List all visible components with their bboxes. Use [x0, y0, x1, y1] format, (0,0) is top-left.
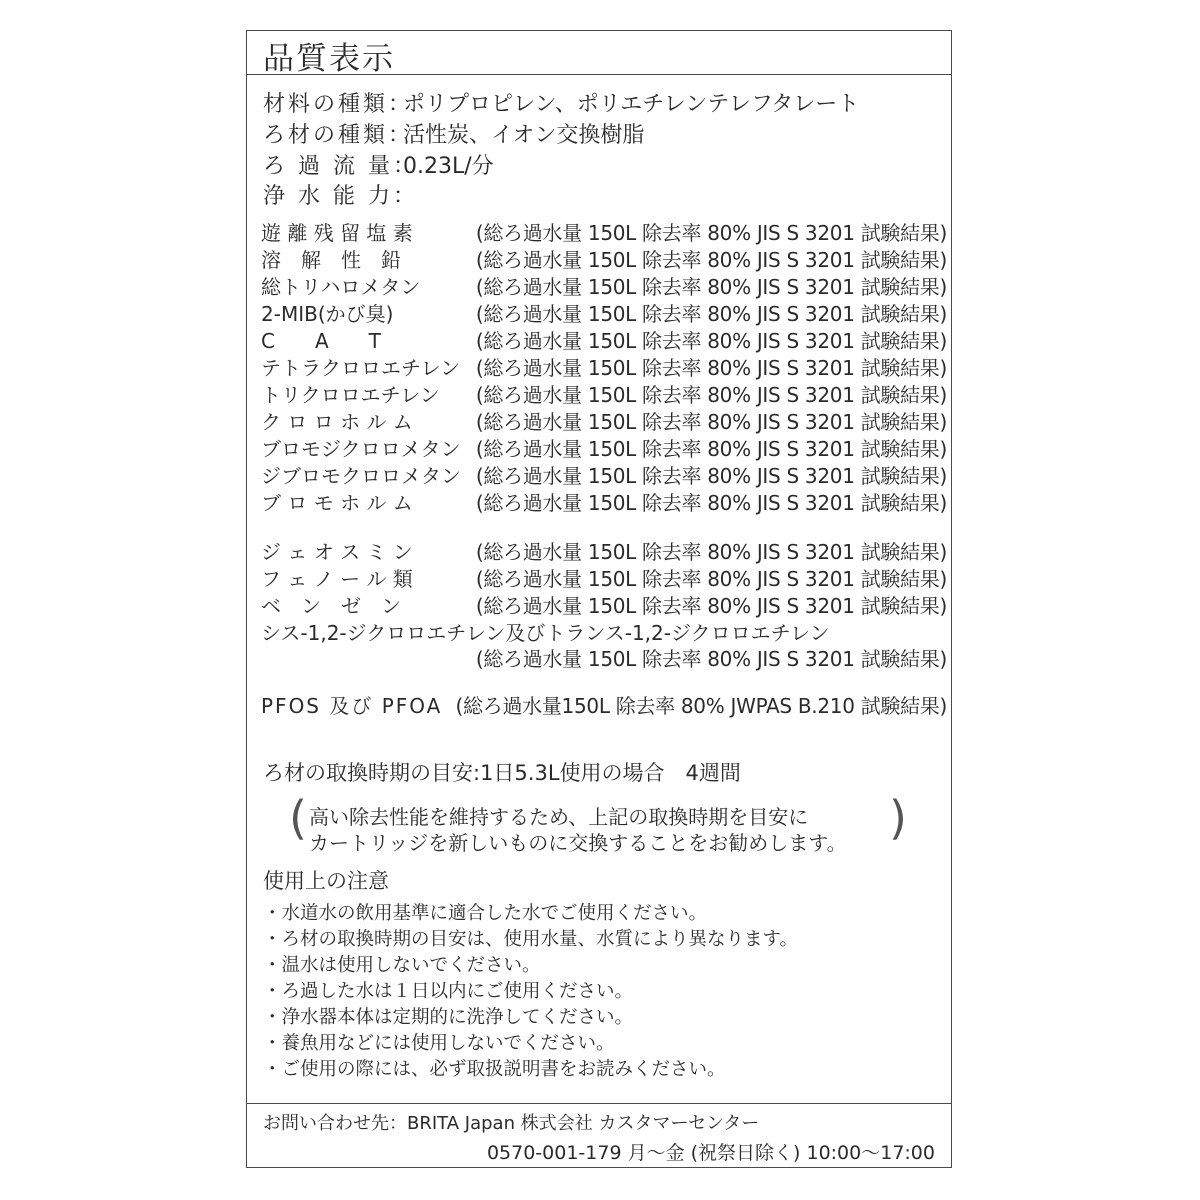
substance-row	[261, 487, 947, 513]
substance-name: シス-1,2-ジクロロエチレン及びトランス-1,2-ジクロロエチレン	[261, 621, 830, 645]
substance-row	[261, 433, 947, 459]
spec-label: 浄 水 能 力：	[263, 184, 418, 209]
left-paren: (	[289, 791, 307, 845]
substance-row	[261, 325, 947, 351]
substance-name: ジブロモクロロメタン	[261, 464, 461, 488]
substance-name: ク ロ ロ ホ ル ム	[261, 410, 413, 434]
substance-result: (総ろ過水量 150L 除去率 80% JIS S 3201 試験結果)	[475, 410, 947, 434]
substance-result: (総ろ過水量 150L 除去率 80% JIS S 3201 試験結果)	[475, 464, 947, 488]
substance-result: (総ろ過水量 150L 除去率 80% JIS S 3201 試験結果)	[475, 491, 947, 515]
caution-item: ・ろ材の取換時期の目安は、使用水量、水質により異なります。	[263, 929, 799, 950]
replacement-interval: ろ材の取換時期の目安:1日5.3L使用の場合 4週間	[263, 761, 741, 785]
substance-row	[261, 244, 947, 270]
substance-name: テトラクロロエチレン	[261, 356, 461, 380]
substance-name: トリクロロエチレン	[261, 383, 440, 407]
substance-result: (総ろ過水量 150L 除去率 80% JIS S 3201 試験結果)	[475, 594, 947, 618]
title-bar	[247, 31, 951, 75]
caution-item: ・ご使用の際には、必ず取扱説明書をお読みください。	[263, 1059, 726, 1080]
substance-row	[261, 536, 947, 562]
contact-section	[247, 1103, 951, 1167]
quality-label	[246, 30, 952, 1168]
substance-row	[261, 379, 947, 405]
spec-filter-media	[263, 118, 644, 149]
substance-name: ブロモジクロロメタン	[261, 437, 461, 461]
substance-row	[261, 460, 947, 486]
substance-result: (総ろ過水量150L 除去率 80% JWPAS B.210 試験結果)	[455, 694, 947, 718]
spec-value: 活性炭、イオン交換樹脂	[403, 123, 645, 148]
substance-result: (総ろ過水量 150L 除去率 80% JIS S 3201 試験結果)	[475, 383, 947, 407]
spec-label: ろ材の種類：	[263, 123, 414, 148]
replacement-note-line1: 高い除去性能を維持するため、上記の取換時期を目安に	[309, 805, 809, 829]
contact-line2: 0570-001-179 月～金 (祝祭日除く) 10:00～17:00	[486, 1142, 935, 1164]
substance-result: (総ろ過水量 150L 除去率 80% JIS S 3201 試験結果)	[475, 329, 947, 353]
substance-name: 総トリハロメタン	[261, 275, 421, 299]
substance-result: (総ろ過水量 150L 除去率 80% JIS S 3201 試験結果)	[475, 567, 947, 591]
substance-name: C A T	[261, 329, 381, 353]
caution-item: ・水道水の飲用基準に適合した水でご使用ください。	[263, 903, 708, 924]
substance-row	[261, 563, 947, 589]
substance-row	[261, 271, 947, 297]
replacement-note-line2: カートリッジを新しいものに交換することをお勧めします。	[309, 831, 847, 855]
substance-row-pfos	[261, 690, 947, 716]
substance-name: 遊 離 残 留 塩 素	[261, 221, 413, 245]
substance-row	[261, 590, 947, 616]
substance-result: (総ろ過水量 150L 除去率 80% JIS S 3201 試験結果)	[475, 221, 947, 245]
caution-item: ・浄水器本体は定期的に洗浄してください。	[263, 1007, 634, 1028]
substance-result: (総ろ過水量 150L 除去率 80% JIS S 3201 試験結果)	[475, 302, 947, 326]
caution-item: ・温水は使用しないでください。	[263, 955, 541, 976]
substance-row-cis-trans-name	[261, 617, 947, 643]
contact-line1: お問い合わせ先：BRITA Japan 株式会社 カスタマーセンター	[263, 1113, 760, 1134]
substance-row	[261, 352, 947, 378]
substance-name: ブ ロ モ ホ ル ム	[261, 491, 413, 515]
spec-material	[263, 87, 859, 118]
substance-name: PFOS 及び PFOA	[261, 694, 443, 718]
substance-row	[261, 217, 947, 243]
spec-value: 0.23L/分	[403, 154, 494, 179]
caution-item: ・ろ過した水は１日以内にご使用ください。	[263, 981, 634, 1002]
spec-label: 材料の種類：	[263, 92, 414, 117]
substance-name: 溶 解 性 鉛	[261, 248, 401, 272]
spec-value: ポリプロピレン、ポリエチレンテレフタレート	[403, 92, 860, 117]
substance-result: (総ろ過水量 150L 除去率 80% JIS S 3201 試験結果)	[475, 437, 947, 461]
right-paren: )	[889, 791, 907, 845]
substance-row	[261, 298, 947, 324]
spec-label: ろ 過 流 量：	[263, 154, 418, 179]
page-title: 品質表示	[263, 41, 395, 77]
substance-result: (総ろ過水量 150L 除去率 80% JIS S 3201 試験結果)	[475, 647, 947, 671]
cautions-heading: 使用上の注意	[263, 869, 389, 893]
substance-result: (総ろ過水量 150L 除去率 80% JIS S 3201 試験結果)	[475, 356, 947, 380]
caution-item: ・養魚用などには使用しないでください。	[263, 1033, 615, 1054]
substance-row-cis-trans-result	[261, 643, 947, 669]
substance-name: フ ェ ノ ー ル 類	[261, 567, 413, 591]
substance-name: ジ ェ オ ス ミ ン	[261, 540, 413, 564]
substance-name: ベ ン ゼ ン	[261, 594, 401, 618]
substance-name: 2-MIB(かび臭)	[261, 302, 394, 326]
spec-flow-rate	[263, 149, 494, 180]
spec-capacity	[263, 179, 418, 210]
substance-result: (総ろ過水量 150L 除去率 80% JIS S 3201 試験結果)	[475, 275, 947, 299]
substance-result: (総ろ過水量 150L 除去率 80% JIS S 3201 試験結果)	[475, 248, 947, 272]
substance-result: (総ろ過水量 150L 除去率 80% JIS S 3201 試験結果)	[475, 540, 947, 564]
substance-row	[261, 406, 947, 432]
